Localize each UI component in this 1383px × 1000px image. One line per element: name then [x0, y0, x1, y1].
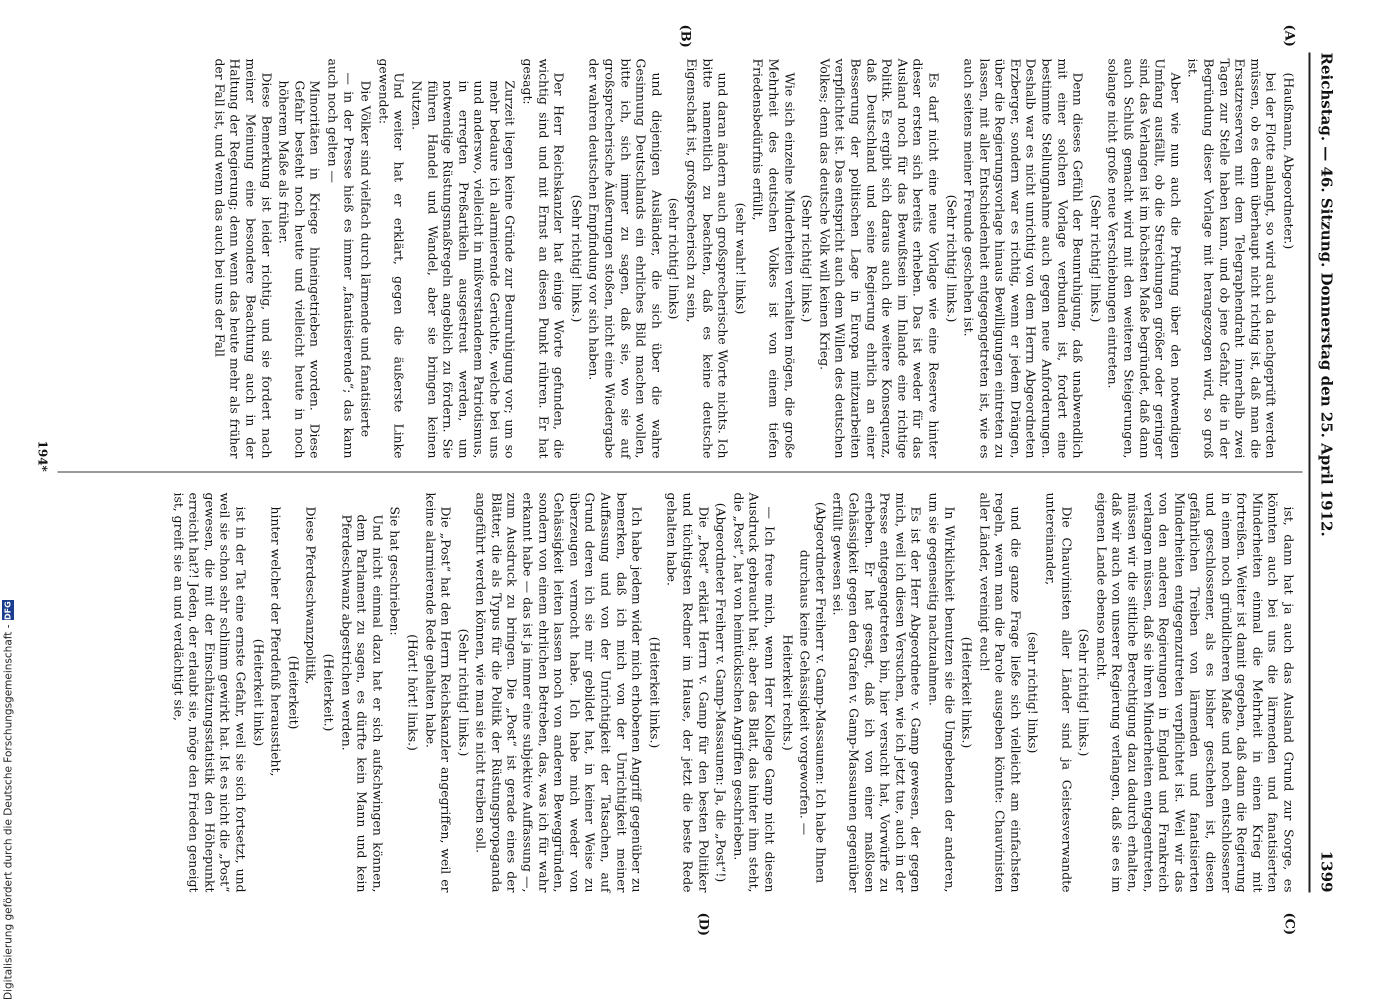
margin-marker-a: (A) — [1281, 24, 1297, 47]
page-header — [1313, 53, 1341, 893]
interjection: (Sehr richtig! links.) — [1088, 194, 1104, 323]
paragraph: ist, dann hat ja auch das Ausland Grund zur Sorge, es könnten auch bei uns die lärmenden und fanatisierten Minderheiten einmal die Mehrheit in einen Krieg mit fortreißen. Weiter ist damit gegeben, daß dann die Regierung in einem noch gründlicheren Maße und noch entschlossener und geschlossener, als es bisher geschehen ist, diesen gefährlichen Treiben von lärmenden und fanatisierten Minderheiten entgegenzutreten verpflichtet ist. Weil wir das von den anderen Regierungen in England und Frankreich verlangen müssen, daß sie ihren Minderheiten entgegentreten, müssen wir die sittliche Berechtigung dazu dadurch erhalten, daß wir auch von unserer Regierung verlangen, daß sie es im eigenen Lande ebenso macht. — [1094, 492, 1297, 893]
interjection: (Abgeordneter Freiherr v. Gamp-Massaunen: Ich habe Ihnen durchaus keine Gehässigkeit vorgeworfen. — — [797, 501, 829, 884]
paragraph: Die „Post“ hat den Herrn Reichskanzler angegriffen, weil er keine alarmierende Rede gehalten habe. — [423, 492, 454, 893]
interjection: (Sehr richtig! links.) — [1076, 628, 1092, 757]
quotation: Und nicht einmal dazu hat er sich aufschwingen können, dem Parlament zu sagen, es dürfte kein Mann und kein Pferdeschwanz abgestrichen werden. — [339, 514, 386, 893]
paragraph: Und weiter hat er erklärt, gegen die äußerste Linke gewendet: — [376, 58, 407, 459]
paragraph: — in der Presse hieß es immer „fanatisierende“; das kann auch noch gelten — — [325, 58, 357, 459]
interjection: (sehr richtig! links) — [1026, 631, 1041, 754]
margin-marker-c: (C) — [1281, 912, 1297, 936]
margin-marker-d: (D) — [695, 912, 711, 937]
paragraph: Aber wie nun auch die Prüfung über den notwendigen Umfang ausfällt, ob die Streichungen größer oder geringer sind, das Verlangen ist im höchsten Maße begründet, daß dann auch Schluß gemacht wird mit den weiteren Steigerungen, solange nicht große neue Verschiebungen eintreten. — [1105, 58, 1184, 459]
paragraph: In Wirklichkeit benutzen sie die Umgebenden der anderen, um sie gegenseitig nachzuahmen. — [926, 492, 958, 893]
interjection: (Heiterkeit links.) — [647, 636, 663, 749]
interjection: Heiterkeit rechts.) — [780, 634, 796, 751]
interjection: (Heiterkeit links) — [251, 638, 267, 747]
paragraph: hinter welcher der Pferdefuß herausstieht, — [268, 506, 284, 777]
interjection: (Hört! hört! links.) — [405, 634, 421, 751]
paragraph: und daran ändern auch großsprecherische Worte nichts. Ich bitte namentlich zu beachten, daß es keine deutsche Eigenschaft ist, großsprecherisch zu sein, — [684, 58, 731, 459]
paragraph: Der Herr Reichskanzler hat einige Worte gefunden, die wichtig sind und mit Ernst an diesen Punkt rühren. Er hat gesagt: — [520, 58, 567, 459]
left-column — [210, 59, 1297, 459]
interjection: (Heiterkeit) — [286, 655, 302, 730]
interjection: (Abgeordneter Freiherr v. Gamp-Massaunen: Ja, die „Post“!) — [713, 502, 729, 883]
column-divider — [58, 472, 1303, 473]
paragraph: Es ist der Herr Abgeordnete v. Gamp gewesen, der gegen mich, weil ich diesen Versuchen, wie ich jetzt tue, auch in der Presse entgegengetreten bin, hier versucht hat, Vorwürfe zu erheben. Er hat gesagt, daß ich von einer maßlosen Gehässigkeit gegen den Grafen v. Gamp-Massaunen gegenüber erfüllt gewesen sei. — [830, 492, 924, 893]
paragraph: bei der Flotte anlangt, so wird auch da nachgeprüft werden müssen, ob es denn überhaupt nicht richtig ist, daß man die Ersatzreserven mit dem Telegraphendraht innerhalb zwei Tagen zur Stelle haben kann, und ob jene Gefahr, die in der Begründung dieser Vorlage mit herangezogen wird, so groß ist. — [1185, 58, 1279, 459]
margin-marker-b: (B) — [677, 24, 693, 48]
paragraph: Es darf nicht eine neue Vorlage wie eine Reserve hinter dieser ersten sich bereits erheben. Das ist weder für das Ausland noch für das Bewußtsein im Inlande eine richtige Politik. Es ergibt sich daraus auch die weitere Konsequenz, daß Deutschland und seine Regierung ehrlich an einer Besserung der politischen Lage in Europa mitzuarbeiten verpflichtet ist. Das entspricht auch dem Willen des deutschen Volkes; denn das deutsche Volk will keinen Krieg. — [817, 58, 942, 459]
running-title: Reichstag. — 46. Sitzung. Donnerstag den 25. April 1912. — [1317, 52, 1336, 537]
paragraph: und die ganze Frage ließe sich vielleicht am einfachsten regeln, wenn man die Parole ausgeben könnte: Chauvinisten aller Länder, vereinigt euch! — [977, 492, 1024, 893]
header-rule — [1309, 53, 1311, 893]
interjection: (Sehr richtig! links.) — [799, 194, 815, 323]
right-column — [169, 493, 1297, 893]
paragraph: Ich habe jedem wider mich erhobenen Angriff gegenüber zu bemerken, daß ich mich von der Unrichtigkeit meiner Auffassung und von der Unrichtigkeit der Tatsachen, auf Grund deren ich sie mir gebildet hat, in keiner Weise zu überzeugen vermocht habe. Ich habe mich weder von Gehässigkeit leiten lassen noch von anderen Beweggründen, sondern von einem ehrlichen Betreben, das, was ich für wahr erkannt habe — das ist ja immer eine subjektive Auffassung —, zum Ausdruck zu bringen. Die „Post“ ist gerade eines der Blätter, die als Typus für die Politik der Rüstungspropaganda angeführt werden können, wie man sie nicht treiben soll. — [473, 492, 645, 893]
interjection: (sehr richtig! links) — [666, 197, 682, 320]
credit-text: Digitalisierung gefördert durch die Deutsche Forschungsgemeinschaft - — [2, 624, 15, 1000]
document-page — [0, 1, 1383, 1000]
paragraph: und diejenigen Ausländer, die sich über die wahre Gesinnung Deutschlands ein ehrliches Bild machen wollen, bitte ich, sich immer zu sagen, daß sie, wo sie auf großsprecherische Äußerungen stoßen, nicht eine Wiedergabe der wahren deutschen Empfindung vor sich haben. — [586, 58, 665, 459]
paragraph: ist in der Tat eine ernste Gefahr, weil sie sich fortsetzt, und weil sie schon sehr schlimm gewirkt hat. Ist es nicht die „Post“ gewesen, die mit der Einschätzungsstatistik den Höhepunkt erreicht hat?! Jeden, der erlaubt sie, möge den Frieden geneigt ist, greift sie an und verdächtigt sie, — [171, 492, 249, 893]
paragraph: Diese Pferdeschwanzpolitik, — [303, 506, 319, 685]
interjection: (Sehr richtig! links.) — [944, 194, 960, 323]
paragraph: Denn dieses Gefühl der Beunruhigung, daß unabwendlich mit einer solchen Vorlage verbunden ist, fordert eine bestimmte Stellungnahme auch gegen neue Anforderungen. Deshalb war es nicht unrichtig von dem Herrn Abgeordneten Erzberger, sondern war es richtig, wenn er jedem Drängen, über die Regierungsvorlage hinaus Bewilligungen eintreten zu lassen, mit aller Entschiedenheit entgegengetreten ist, wie es auch seitens meiner Freunde geschehen ist. — [961, 58, 1086, 459]
sheet-number: 194* — [35, 440, 50, 472]
paragraph: — Ich freue mich, wenn Herr Kollege Gamp nicht diesen Ausdruck gebraucht hat; aber das Blatt, das hinter ihm steht, die „Post“, hat von heimtückischen Angriffen geschrieben. — [731, 492, 778, 893]
interjection: (Sehr richtig! links.) — [456, 628, 472, 757]
quotation: Zurzeit liegen keine Gründe zur Beunruhigung vor; um so mehr bedaure ich alarmierende Gerüchte, welche bei uns und anderswo, vielleicht in mißverstandenem Patriotismus, in erregten Preßartikeln ausgestreut werden, um notwendige Rüstungsmaßregeln angeblich zu fördern. Sie führen Handel und Wandel, aber sie bringen keinen Nutzen. — [409, 80, 518, 459]
paragraph: Wie sich einzelne Minderheiten verhalten mögen, die große Mehrheit des deutschen Volkes ist von einem tiefen Friedensbedürfnis erfüllt, — [750, 58, 798, 459]
interjection: (Heiterkeit.) — [321, 653, 337, 732]
paragraph: Diese Bemerkung ist leider richtig, und sie fordert nach meiner Meinung eine besondere Beachtung auch in der Haltung der Regierung; denn wenn das heute mehr als früher der Fall ist, und wenn das auch bei uns der Fall — [212, 58, 275, 459]
interjection: (sehr wahr! links) — [733, 202, 749, 315]
dfg-logo: DFG — [3, 600, 13, 620]
paragraph: Sie hat geschrieben: — [387, 506, 403, 636]
quotation: Minoritäten in Kriege hineingetrieben worden. Diese Gefahr besteht noch heute und vielleicht heute in noch höherem Maße als früher. — [276, 80, 323, 459]
digitization-credit — [1, 600, 16, 1000]
interjection: (Heiterkeit links.) — [959, 636, 975, 749]
page-number: 1399 — [1317, 850, 1336, 893]
paragraph: (Haußmann, Abgeordneter.) — [1281, 72, 1297, 250]
quotation: Die Völker sind vielfach durch lärmende und fanatisierte — [358, 80, 374, 438]
paragraph: Die Chauvinisten aller Länder sind ja Geistesverwandte untereinander, — [1043, 492, 1075, 893]
paragraph: Die „Post“ erklärt Herrn v. Gamp für den besten Politiker und tüchtigsten Redner im Hause, der jetzt die beste Rede gehalten habe. — [664, 492, 712, 893]
interjection: (Sehr richtig! links.) — [569, 194, 585, 323]
